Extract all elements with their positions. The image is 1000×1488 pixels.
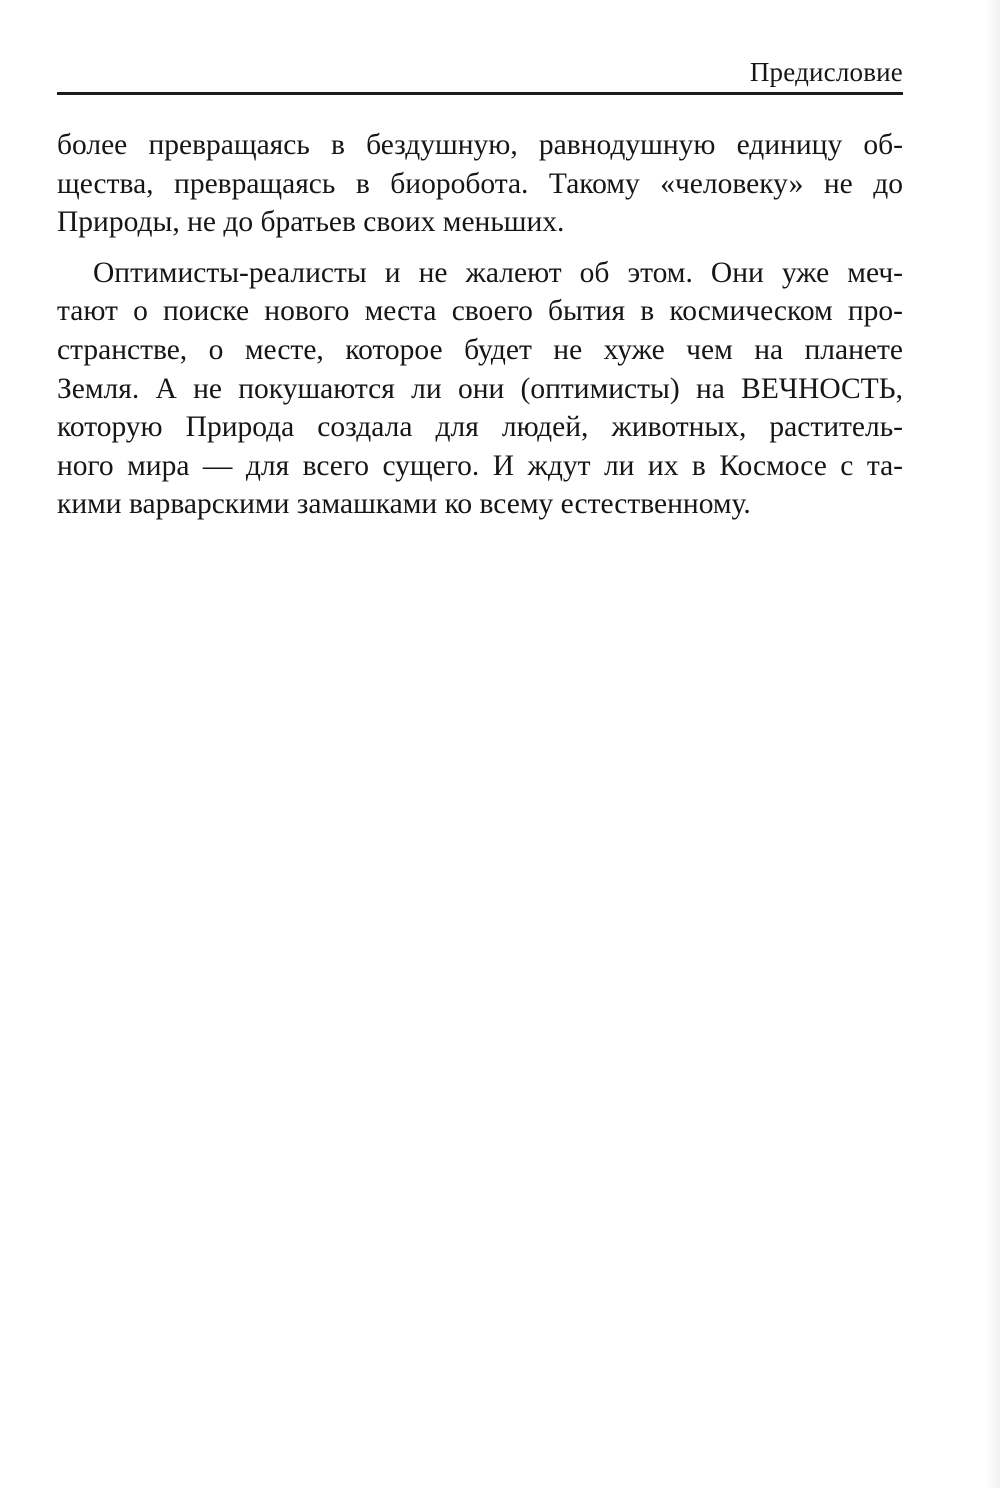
text-line: тают о поиске нового места своего бытия в космическом про- — [57, 295, 903, 328]
text-line: Оптимисты-реалисты и не жалеют об этом. Они уже меч- — [93, 256, 903, 289]
text-line: Земля. А не покушаются ли они (оптимисты) на ВЕЧНОСТЬ, — [57, 372, 903, 405]
running-head-title: Предисловие — [749, 57, 903, 87]
body-text — [57, 126, 903, 524]
paragraph-1 — [57, 126, 903, 242]
text-line: ного мира — для всего сущего. И ждут ли их в Космосе с та- — [57, 449, 903, 482]
page-edge-shadow — [986, 0, 1000, 1488]
text-line: странстве, о месте, которое будет не хуже чем на планете — [57, 333, 903, 366]
text-line: более превращаясь в бездушную, равнодушную единицу об- — [57, 129, 903, 161]
text-line: щества, превращаясь в биоробота. Такому «человеку» не до — [57, 167, 903, 200]
text-line: которую Природа создала для людей, животных, раститель- — [57, 411, 903, 444]
paragraph-2 — [57, 254, 903, 524]
text-line: Природы, не до братьев своих меньших. — [57, 206, 565, 239]
text-line: кими варварскими замашками ко всему естественному. — [57, 488, 751, 521]
running-head — [57, 56, 903, 95]
